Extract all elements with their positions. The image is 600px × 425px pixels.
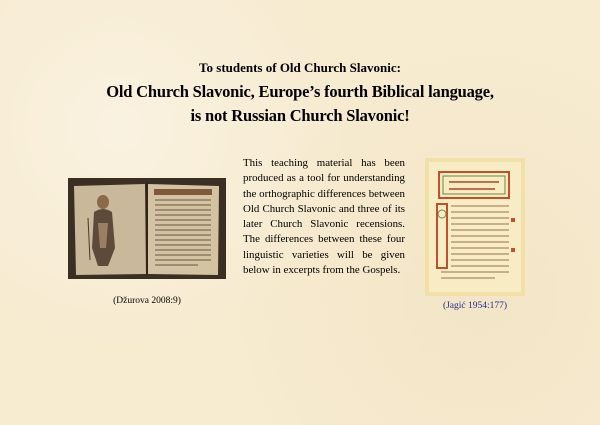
right-figure-caption: (Jagić 1954:177)	[442, 301, 508, 311]
page-subtitle: To students of Old Church Slavonic:	[199, 60, 401, 75]
page-title-line-2: is not Russian Church Slavonic!	[190, 106, 410, 125]
page-title-line-1: Old Church Slavonic, Europe’s fourth Biblical language,	[106, 82, 494, 101]
intro-paragraph: This teaching material has been produced as a tool for understanding the orthographic differences between Old Church Slavonic and three of its later Church Slavonic recensions. The differences between these four linguistic varieties will be given below in excerpts from the Gospels.	[243, 157, 405, 277]
left-figure-caption: (Džurova 2008:9)	[113, 296, 181, 306]
manuscript-photo-left	[68, 178, 226, 279]
manuscript-photo-right	[425, 158, 525, 296]
